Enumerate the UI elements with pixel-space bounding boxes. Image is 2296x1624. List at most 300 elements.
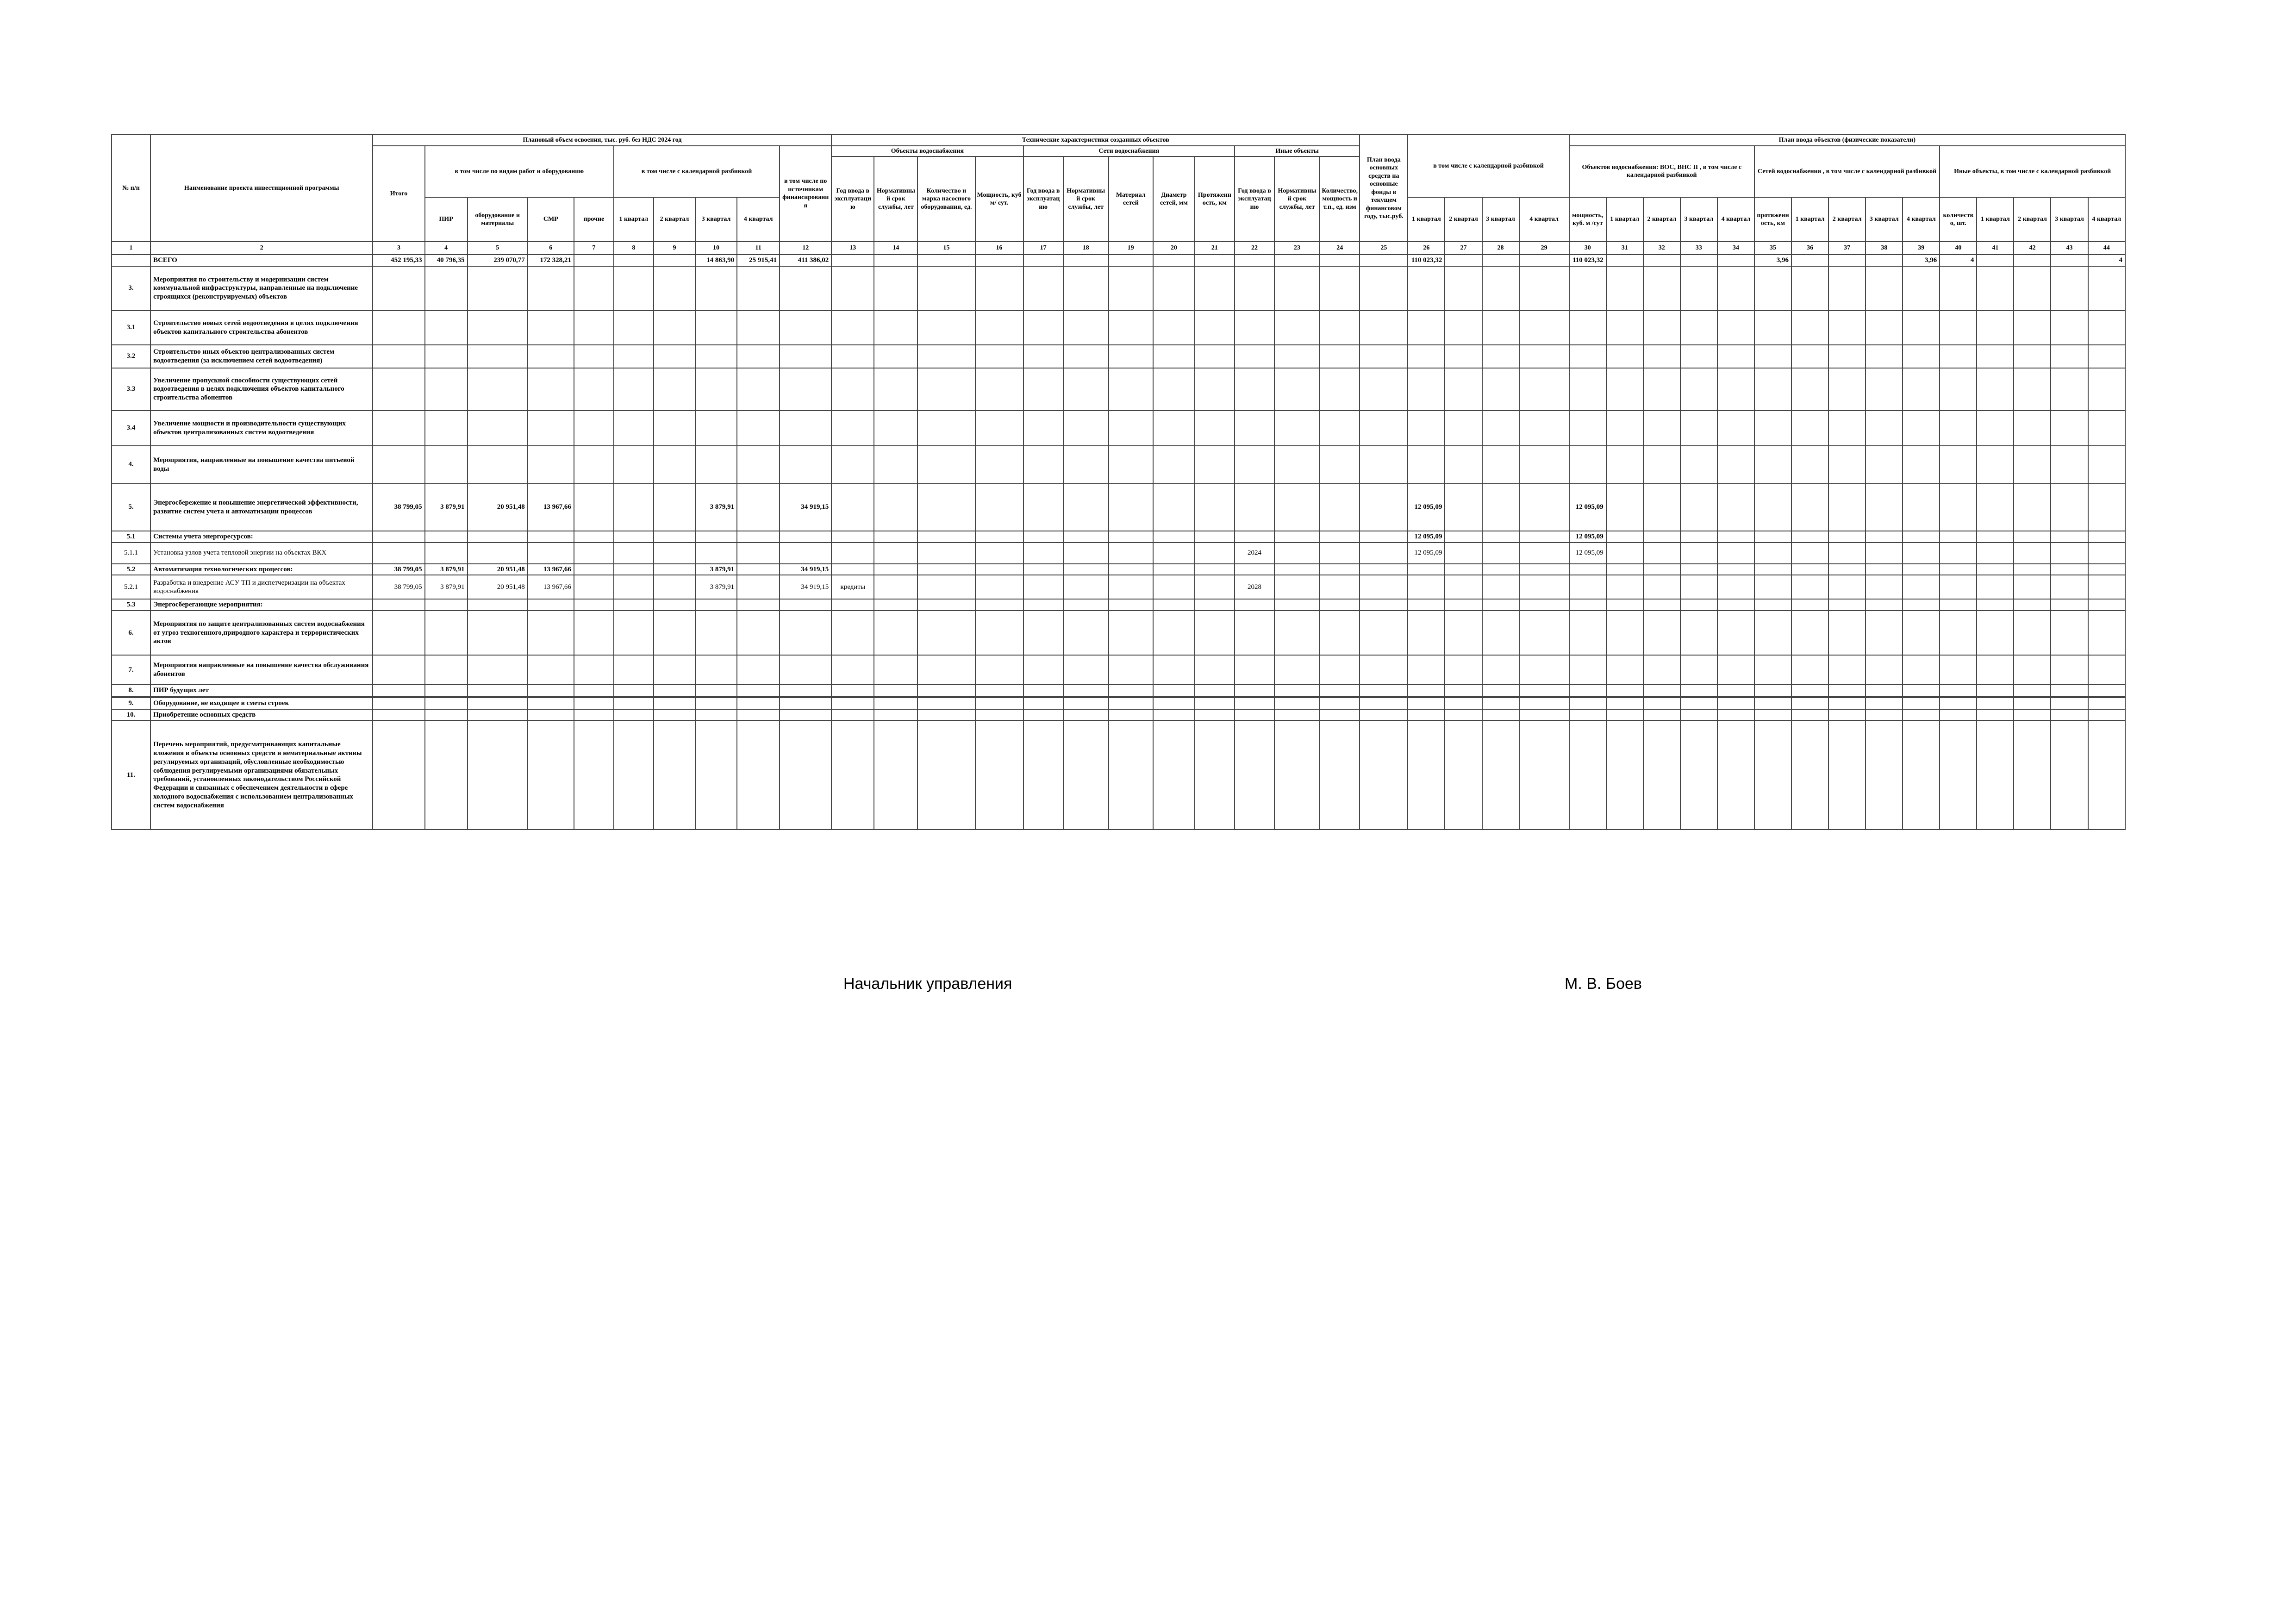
column-number: 21 — [1195, 242, 1235, 255]
table-cell — [654, 599, 695, 611]
table-cell — [1445, 543, 1482, 564]
table-cell — [1109, 655, 1153, 685]
table-cell — [1866, 697, 1903, 709]
table-row — [112, 611, 2125, 655]
table-cell — [425, 720, 468, 830]
table-cell — [1791, 484, 1828, 531]
table-cell — [917, 709, 975, 721]
header-smr: СМР — [528, 197, 574, 242]
table-cell — [1482, 709, 1519, 721]
table-cell — [780, 709, 831, 721]
table-cell — [1482, 446, 1519, 484]
table-cell — [1274, 685, 1320, 697]
table-cell — [654, 720, 695, 830]
table-cell — [1791, 411, 1828, 446]
header-by-sources: в том числе по источникам финансирования — [780, 146, 831, 242]
table-cell — [468, 543, 528, 564]
table-cell — [1320, 266, 1360, 311]
table-cell — [695, 720, 737, 830]
column-number: 15 — [917, 242, 975, 255]
table-cell — [1940, 531, 1977, 543]
table-cell — [1445, 564, 1482, 575]
table-cell — [780, 720, 831, 830]
table-cell — [528, 368, 574, 411]
table-cell — [1717, 697, 1754, 709]
header-other-objects: Иные объекты — [1235, 146, 1360, 157]
header-net-q2: 2 квартал — [1828, 197, 1866, 242]
row-name: Строительство новых сетей водоотведения в целях подключения объектов капитального строительства абонентов — [150, 311, 373, 345]
table-cell — [2088, 368, 2125, 411]
table-cell — [1274, 543, 1320, 564]
table-cell — [737, 345, 780, 368]
table-cell — [2088, 543, 2125, 564]
table-cell — [1360, 720, 1408, 830]
table-cell — [1791, 368, 1828, 411]
table-cell — [528, 446, 574, 484]
table-cell — [1482, 575, 1519, 599]
table-cell — [1828, 484, 1866, 531]
table-cell — [528, 611, 574, 655]
table-cell: 4 — [2088, 255, 2125, 266]
table-cell — [1717, 655, 1754, 685]
table-cell — [737, 484, 780, 531]
table-cell — [1063, 266, 1109, 311]
table-cell: 4 — [1940, 255, 1977, 266]
header-networks-q: Сетей водоснабжения , в том числе с календарной разбивкой — [1754, 146, 1940, 198]
table-cell — [1643, 345, 1680, 368]
header-pir: ПИР — [425, 197, 468, 242]
table-cell — [1063, 720, 1109, 830]
table-cell — [1977, 564, 2014, 575]
table-cell — [2088, 564, 2125, 575]
table-cell — [1977, 611, 2014, 655]
table-cell — [1866, 531, 1903, 543]
table-cell: 12 095,09 — [1569, 543, 1606, 564]
table-cell — [737, 720, 780, 830]
table-cell — [614, 655, 654, 685]
table-cell — [654, 697, 695, 709]
table-cell — [1195, 720, 1235, 830]
table-cell — [1274, 531, 1320, 543]
row-number: 3.2 — [112, 345, 150, 368]
column-number: 5 — [468, 242, 528, 255]
table-cell — [1903, 720, 1940, 830]
table-cell — [1680, 575, 1717, 599]
table-cell — [1940, 564, 1977, 575]
table-cell — [1153, 685, 1195, 697]
table-cell — [1828, 345, 1866, 368]
table-cell — [574, 345, 614, 368]
table-cell — [2051, 484, 2088, 531]
table-cell — [2088, 685, 2125, 697]
table-cell — [614, 564, 654, 575]
table-cell — [614, 599, 654, 611]
table-cell — [2088, 266, 2125, 311]
table-cell — [2051, 709, 2088, 721]
table-cell — [468, 611, 528, 655]
table-cell — [975, 611, 1023, 655]
table-cell: 3 879,91 — [425, 484, 468, 531]
table-cell — [1235, 564, 1274, 575]
table-cell — [1235, 484, 1274, 531]
table-cell: 411 386,02 — [780, 255, 831, 266]
table-cell — [1360, 255, 1408, 266]
table-cell — [1445, 266, 1482, 311]
table-cell — [1023, 697, 1063, 709]
table-cell — [1606, 411, 1643, 446]
table-cell — [1940, 709, 1977, 721]
table-cell — [1195, 484, 1235, 531]
table-cell — [1940, 697, 1977, 709]
table-cell — [1754, 599, 1791, 611]
table-cell: 3,96 — [1903, 255, 1940, 266]
header-year-in: Год ввода в эксплуатацию — [831, 156, 874, 242]
table-cell — [574, 685, 614, 697]
table-cell — [654, 368, 695, 411]
table-cell — [917, 720, 975, 830]
table-cell: 110 023,32 — [1569, 255, 1606, 266]
table-cell — [1445, 311, 1482, 345]
table-cell — [1680, 345, 1717, 368]
table-cell — [1977, 484, 2014, 531]
column-number: 6 — [528, 242, 574, 255]
table-cell — [1235, 255, 1274, 266]
table-cell — [1680, 709, 1717, 721]
table-cell — [1153, 368, 1195, 411]
header-vos-q3: 3 квартал — [1680, 197, 1717, 242]
table-cell: 13 967,66 — [528, 484, 574, 531]
column-numbers-row — [112, 242, 2125, 255]
table-cell — [1569, 720, 1606, 830]
table-cell — [1274, 345, 1320, 368]
table-cell — [1977, 368, 2014, 411]
table-cell — [1680, 685, 1717, 697]
table-row — [112, 484, 2125, 531]
table-cell — [1791, 311, 1828, 345]
table-cell — [1828, 575, 1866, 599]
table-cell — [1109, 685, 1153, 697]
table-cell — [831, 266, 874, 311]
table-cell — [1445, 531, 1482, 543]
table-cell — [1754, 345, 1791, 368]
table-cell: 34 919,15 — [780, 564, 831, 575]
table-cell — [695, 543, 737, 564]
table-cell — [1445, 575, 1482, 599]
table-cell — [917, 599, 975, 611]
table-cell — [1153, 311, 1195, 345]
table-cell — [1717, 266, 1754, 311]
table-cell — [1445, 720, 1482, 830]
table-cell — [373, 720, 424, 830]
table-cell — [654, 311, 695, 345]
table-cell — [831, 697, 874, 709]
table-cell — [1828, 531, 1866, 543]
table-cell — [2088, 311, 2125, 345]
table-cell — [1940, 655, 1977, 685]
table-cell — [1680, 543, 1717, 564]
table-cell — [2088, 575, 2125, 599]
table-cell — [695, 531, 737, 543]
table-cell — [1643, 266, 1680, 311]
table-cell — [1109, 575, 1153, 599]
table-cell — [654, 531, 695, 543]
table-cell — [1063, 484, 1109, 531]
table-cell — [1569, 709, 1606, 721]
table-cell: 12 095,09 — [1569, 531, 1606, 543]
table-cell — [831, 720, 874, 830]
table-cell — [2051, 697, 2088, 709]
table-cell — [614, 709, 654, 721]
table-cell — [1274, 709, 1320, 721]
table-cell — [1606, 446, 1643, 484]
table-cell — [1023, 564, 1063, 575]
table-cell — [614, 368, 654, 411]
table-cell — [1109, 446, 1153, 484]
table-row — [112, 368, 2125, 411]
column-number: 43 — [2051, 242, 2088, 255]
table-cell — [425, 345, 468, 368]
table-cell — [373, 311, 424, 345]
table-cell — [373, 446, 424, 484]
table-cell — [528, 685, 574, 697]
table-cell — [1519, 345, 1569, 368]
table-cell — [574, 611, 614, 655]
table-cell — [1940, 484, 1977, 531]
table-cell — [614, 531, 654, 543]
table-cell — [2051, 611, 2088, 655]
row-name: ПИР будущих лет — [150, 685, 373, 697]
header-fund-q4: 4 квартал — [1519, 197, 1569, 242]
table-cell — [1519, 685, 1569, 697]
table-cell — [1828, 685, 1866, 697]
table-cell — [1320, 709, 1360, 721]
table-cell — [1063, 446, 1109, 484]
table-cell — [917, 484, 975, 531]
table-cell — [1408, 266, 1445, 311]
table-cell — [1903, 368, 1940, 411]
table-cell — [831, 531, 874, 543]
table-cell — [1320, 531, 1360, 543]
header-oth-q4: 4 квартал — [2088, 197, 2125, 242]
table-cell — [975, 411, 1023, 446]
table-cell — [2088, 345, 2125, 368]
table-cell: 12 095,09 — [1408, 484, 1445, 531]
table-cell — [1680, 599, 1717, 611]
table-cell — [1717, 709, 1754, 721]
table-cell — [1680, 266, 1717, 311]
table-cell: 3 879,91 — [425, 575, 468, 599]
column-number: 29 — [1519, 242, 1569, 255]
table-cell — [1320, 484, 1360, 531]
table-cell — [1569, 575, 1606, 599]
table-cell — [780, 531, 831, 543]
table-cell — [373, 685, 424, 697]
table-cell — [1195, 255, 1235, 266]
table-cell — [1717, 543, 1754, 564]
table-cell — [1717, 345, 1754, 368]
table-cell — [468, 446, 528, 484]
table-cell — [654, 446, 695, 484]
header-vos-q4: 4 квартал — [1717, 197, 1754, 242]
table-cell — [1063, 599, 1109, 611]
table-cell: 3 879,91 — [425, 564, 468, 575]
table-cell — [468, 599, 528, 611]
table-cell — [874, 611, 917, 655]
table-cell — [1791, 564, 1828, 575]
table-cell — [1569, 345, 1606, 368]
header-no: № п/п — [112, 135, 150, 242]
table-cell — [1977, 531, 2014, 543]
table-cell — [737, 611, 780, 655]
table-cell — [654, 575, 695, 599]
table-cell — [1320, 368, 1360, 411]
signature-block — [0, 972, 2296, 1000]
row-name: Установка узлов учета тепловой энергии на объектах ВКХ — [150, 543, 373, 564]
table-cell — [917, 564, 975, 575]
table-cell — [1977, 685, 2014, 697]
table-cell — [1023, 266, 1063, 311]
table-cell — [917, 311, 975, 345]
table-cell — [1519, 564, 1569, 575]
table-cell — [1717, 446, 1754, 484]
table-cell — [654, 484, 695, 531]
column-number: 30 — [1569, 242, 1606, 255]
table-cell — [614, 484, 654, 531]
header-vos-capacity: мощность, куб. м /сут — [1569, 197, 1606, 242]
table-cell — [1643, 599, 1680, 611]
table-cell — [1195, 368, 1235, 411]
table-header — [112, 135, 2125, 255]
table-cell — [1482, 255, 1519, 266]
table-cell — [1643, 411, 1680, 446]
table-cell — [975, 720, 1023, 830]
table-cell: 34 919,15 — [780, 575, 831, 599]
table-cell — [1063, 255, 1109, 266]
table-row — [112, 685, 2125, 697]
table-cell — [874, 484, 917, 531]
table-cell — [1153, 575, 1195, 599]
table-cell — [1360, 564, 1408, 575]
column-number: 44 — [2088, 242, 2125, 255]
table-cell — [1940, 266, 1977, 311]
table-cell — [1754, 697, 1791, 709]
table-row — [112, 599, 2125, 611]
header-name: Наименование проекта инвестиционной программы — [150, 135, 373, 242]
table-cell — [2014, 697, 2051, 709]
table-cell — [1903, 266, 1940, 311]
table-cell — [1274, 368, 1320, 411]
table-cell — [1903, 543, 1940, 564]
table-cell — [1519, 543, 1569, 564]
table-cell — [1680, 531, 1717, 543]
table-cell — [373, 266, 424, 311]
table-cell — [975, 575, 1023, 599]
table-cell — [1360, 697, 1408, 709]
table-cell — [780, 345, 831, 368]
table-cell — [1903, 484, 1940, 531]
table-cell — [1866, 543, 1903, 564]
table-cell — [1482, 484, 1519, 531]
table-cell — [1643, 484, 1680, 531]
table-cell — [1866, 345, 1903, 368]
table-cell — [1828, 543, 1866, 564]
table-cell — [1828, 368, 1866, 411]
table-cell — [1606, 575, 1643, 599]
table-cell — [874, 709, 917, 721]
table-cell — [831, 655, 874, 685]
table-cell — [425, 655, 468, 685]
table-cell — [1717, 311, 1754, 345]
table-cell: 38 799,05 — [373, 564, 424, 575]
column-number: 27 — [1445, 242, 1482, 255]
column-number: 17 — [1023, 242, 1063, 255]
table-cell — [654, 266, 695, 311]
table-cell — [975, 484, 1023, 531]
table-cell — [2088, 709, 2125, 721]
table-cell — [2014, 575, 2051, 599]
table-cell — [917, 255, 975, 266]
table-cell — [1903, 655, 1940, 685]
table-cell — [574, 484, 614, 531]
row-number: 3. — [112, 266, 150, 311]
header-net-q1: 1 квартал — [1791, 197, 1828, 242]
row-number: 3.1 — [112, 311, 150, 345]
table-cell — [1828, 255, 1866, 266]
table-cell — [1360, 446, 1408, 484]
header-length: Протяженность, км — [1195, 156, 1235, 242]
table-cell — [1606, 611, 1643, 655]
table-cell — [1109, 564, 1153, 575]
row-name: Приобретение основных средств — [150, 709, 373, 721]
table-cell — [1274, 266, 1320, 311]
row-name: Мероприятия по защите централизованных систем водоснабжения от угроз техногенного,природного характера и террористических актов — [150, 611, 373, 655]
table-cell — [1866, 266, 1903, 311]
table-cell — [425, 531, 468, 543]
table-cell — [425, 697, 468, 709]
table-cell — [874, 411, 917, 446]
table-cell — [1643, 611, 1680, 655]
table-cell — [874, 368, 917, 411]
table-cell — [1195, 655, 1235, 685]
header-funds-quarters: в том числе с календарной разбивкой — [1408, 135, 1569, 197]
table-cell — [1320, 564, 1360, 575]
table-cell: 13 967,66 — [528, 564, 574, 575]
table-cell — [874, 345, 917, 368]
table-cell — [1023, 411, 1063, 446]
table-cell — [425, 599, 468, 611]
table-cell — [1791, 575, 1828, 599]
table-cell — [1903, 564, 1940, 575]
table-cell — [874, 255, 917, 266]
table-cell — [1643, 311, 1680, 345]
table-cell — [1195, 411, 1235, 446]
table-cell — [737, 411, 780, 446]
table-cell — [1519, 484, 1569, 531]
table-cell — [1606, 484, 1643, 531]
table-cell — [1569, 599, 1606, 611]
table-cell — [1063, 611, 1109, 655]
table-cell — [1717, 564, 1754, 575]
table-cell — [1643, 531, 1680, 543]
table-cell — [1360, 345, 1408, 368]
row-number: 3.3 — [112, 368, 150, 411]
table-cell — [1274, 564, 1320, 575]
row-number: 5.1 — [112, 531, 150, 543]
table-cell — [1569, 685, 1606, 697]
table-cell — [1063, 685, 1109, 697]
table-cell — [1519, 368, 1569, 411]
table-cell — [780, 368, 831, 411]
